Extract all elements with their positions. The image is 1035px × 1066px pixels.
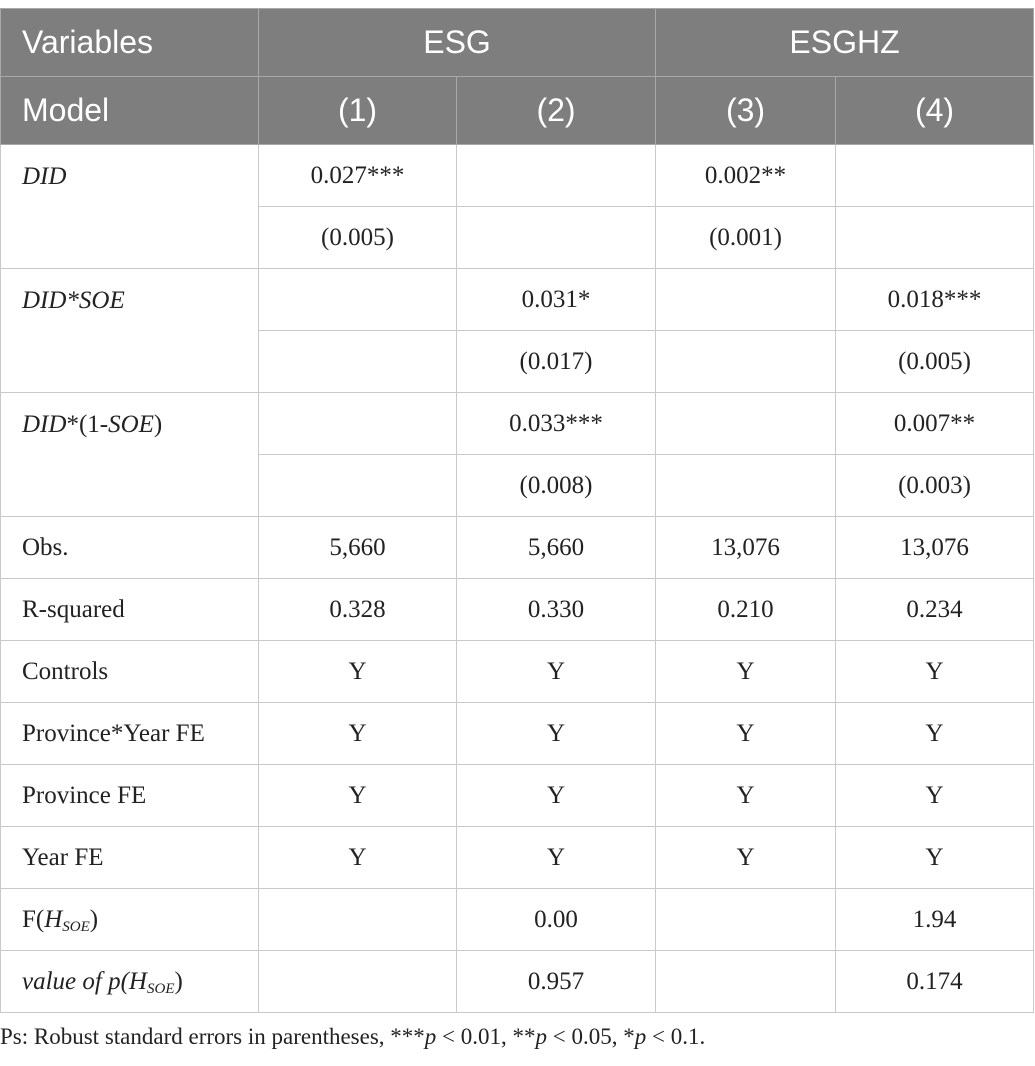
table-cell: Y <box>836 765 1034 827</box>
table-cell: 0.330 <box>457 579 656 641</box>
header-row-groups <box>1 9 1034 77</box>
cell-se <box>656 455 836 517</box>
cell-coef <box>656 269 836 331</box>
table-row <box>1 703 1034 765</box>
cell-se: (0.001) <box>656 207 836 269</box>
table-cell: Y <box>259 827 457 889</box>
table-cell: Y <box>259 765 457 827</box>
regression-table <box>0 8 1034 1013</box>
cell-coef: 0.031* <box>457 269 656 331</box>
table-cell <box>259 889 457 951</box>
table-cell: Y <box>836 827 1034 889</box>
table-cell: 0.174 <box>836 951 1034 1013</box>
table-cell: Y <box>457 703 656 765</box>
table-cell: 0.957 <box>457 951 656 1013</box>
cell-se <box>656 331 836 393</box>
table-cell: Y <box>656 703 836 765</box>
table-cell: 0.210 <box>656 579 836 641</box>
row-label-did-soe: DID*SOE <box>1 269 259 393</box>
model-header: Model <box>1 77 259 145</box>
table-cell: 13,076 <box>656 517 836 579</box>
row-label-f-test: F(HSOE) <box>1 889 259 951</box>
table-cell <box>656 951 836 1013</box>
cell-coef: 0.002** <box>656 145 836 207</box>
table-row <box>1 269 1034 331</box>
cell-se: (0.003) <box>836 455 1034 517</box>
row-label: Province FE <box>1 765 259 827</box>
row-label: Province*Year FE <box>1 703 259 765</box>
table-row <box>1 889 1034 951</box>
table-cell: Y <box>259 703 457 765</box>
table-cell: Y <box>656 827 836 889</box>
table-cell: 5,660 <box>259 517 457 579</box>
model-col-3: (3) <box>656 77 836 145</box>
row-label: Obs. <box>1 517 259 579</box>
row-label-did: DID <box>1 145 259 269</box>
table-cell: Y <box>656 641 836 703</box>
table-cell: 0.234 <box>836 579 1034 641</box>
group-header-esg: ESG <box>259 9 656 77</box>
model-col-4: (4) <box>836 77 1034 145</box>
group-header-esghz: ESGHZ <box>656 9 1034 77</box>
table-cell: Y <box>836 703 1034 765</box>
header-row-models <box>1 77 1034 145</box>
table-row <box>1 765 1034 827</box>
cell-coef <box>259 393 457 455</box>
table-cell: Y <box>836 641 1034 703</box>
cell-se <box>836 207 1034 269</box>
regression-table-container <box>0 8 1033 1013</box>
table-row <box>1 145 1034 207</box>
cell-coef: 0.027*** <box>259 145 457 207</box>
row-label: Year FE <box>1 827 259 889</box>
table-row <box>1 517 1034 579</box>
cell-coef <box>259 269 457 331</box>
table-footnote: Ps: Robust standard errors in parentheses, ***p < 0.01, **p < 0.05, *p < 0.1. <box>0 1024 706 1049</box>
row-label: R-squared <box>1 579 259 641</box>
row-label-did-non-soe: DID*(1-SOE) <box>1 393 259 517</box>
cell-coef: 0.018*** <box>836 269 1034 331</box>
table-cell: Y <box>457 641 656 703</box>
cell-se: (0.005) <box>259 207 457 269</box>
cell-coef <box>457 145 656 207</box>
table-cell: Y <box>457 827 656 889</box>
cell-se: (0.017) <box>457 331 656 393</box>
table-cell: 1.94 <box>836 889 1034 951</box>
table-cell: 0.328 <box>259 579 457 641</box>
row-label: Controls <box>1 641 259 703</box>
table-row <box>1 951 1034 1013</box>
cell-coef: 0.033*** <box>457 393 656 455</box>
table-cell <box>259 951 457 1013</box>
table-cell: 5,660 <box>457 517 656 579</box>
table-row <box>1 579 1034 641</box>
cell-se: (0.005) <box>836 331 1034 393</box>
cell-coef: 0.007** <box>836 393 1034 455</box>
cell-se <box>259 331 457 393</box>
model-col-2: (2) <box>457 77 656 145</box>
model-col-1: (1) <box>259 77 457 145</box>
table-cell: 0.00 <box>457 889 656 951</box>
cell-se <box>259 455 457 517</box>
table-cell: Y <box>259 641 457 703</box>
table-cell: Y <box>457 765 656 827</box>
table-row <box>1 641 1034 703</box>
cell-coef <box>836 145 1034 207</box>
table-cell: 13,076 <box>836 517 1034 579</box>
table-cell <box>656 889 836 951</box>
cell-coef <box>656 393 836 455</box>
row-label-p-value: value of p(HSOE) <box>1 951 259 1013</box>
table-row <box>1 393 1034 455</box>
variables-header: Variables <box>1 9 259 77</box>
cell-se <box>457 207 656 269</box>
cell-se: (0.008) <box>457 455 656 517</box>
table-cell: Y <box>656 765 836 827</box>
table-row <box>1 827 1034 889</box>
